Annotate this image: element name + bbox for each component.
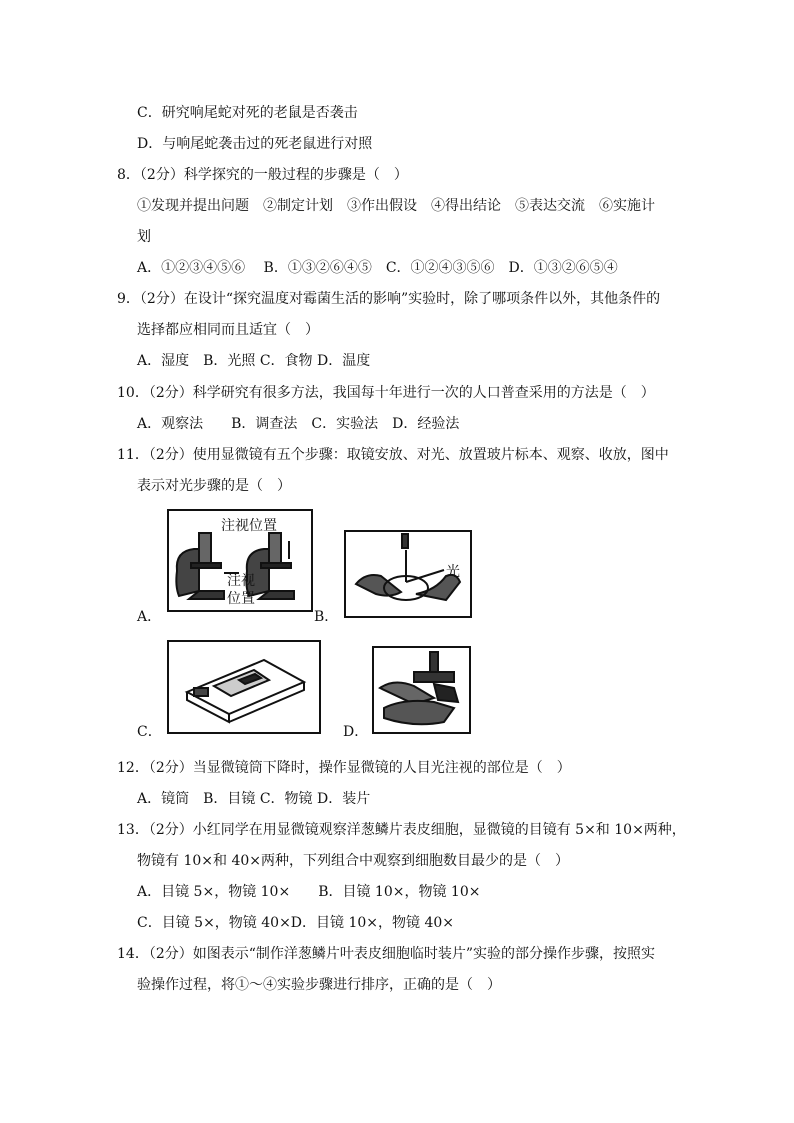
q14-line1: 14．（2分）如图表示“制作洋葱鳞片叶表皮细胞临时装片”实验的部分操作步骤，按照实	[117, 946, 656, 962]
slide-on-stage-illustration	[169, 642, 319, 732]
q11-line2: 表示对光步骤的是（ ）	[137, 478, 291, 494]
figure-b	[344, 530, 472, 618]
q12: 12．（2分）当显微镜筒下降时，操作显微镜的人目光注视的部位是（ ）	[117, 760, 571, 776]
figure-c-label: C．	[137, 724, 162, 740]
l2: D．与响尾蛇袭击过的死老鼠进行对照	[137, 136, 373, 152]
q14-line2: 验操作过程，将①～④实验步骤进行排序，正确的是（ ）	[137, 977, 501, 993]
figure-d	[372, 646, 471, 734]
figure-c	[167, 640, 321, 734]
hand-on-microscope-illustration	[374, 648, 469, 732]
q13-line2: 物镜有 10×和 40×两种，下列组合中观察到细胞数目最少的是（ ）	[137, 853, 569, 869]
q8-steps-1: ①发现并提出问题 ②制定计划 ③作出假设 ④得出结论 ⑤表达交流 ⑥实施计	[137, 198, 655, 214]
figure-d-label: D．	[343, 724, 369, 740]
figure-a	[167, 509, 313, 612]
l1: C．研究响尾蛇对死的老鼠是否袭击	[137, 105, 358, 121]
q9-options: A．湿度 B．光照 C．食物 D．温度	[137, 353, 371, 369]
q13-options-2: C．目镜 5×，物镜 40×D．目镜 10×，物镜 40×	[137, 915, 455, 931]
figure-b-text: 光	[446, 564, 460, 580]
figure-a-text-top: 注视位置	[221, 518, 277, 534]
q13-line1: 13．（2分）小红同学在用显微镜观察洋葱鳞片表皮细胞，显微镜的目镜有 5×和 10×两种，	[117, 822, 686, 838]
q8: 8．（2分）科学探究的一般过程的步骤是（ ）	[117, 167, 408, 183]
q8-options: A．①②③④⑤⑥ B．①③②⑥④⑤ C．①②④③⑤⑥ D．①③②⑥⑤④	[137, 260, 618, 276]
q8-steps-2: 划	[137, 229, 151, 245]
q11-line1: 11．（2分）使用显微镜有五个步骤：取镜安放、对光、放置玻片标本、观察、收放，图中	[117, 447, 669, 463]
q9-line1: 9．（2分）在设计“探究温度对霉菌生活的影响”实验时，除了哪项条件以外，其他条件的	[117, 291, 661, 307]
figure-b-label: B．	[314, 609, 339, 625]
q13-options-1: A．目镜 5×，物镜 10× B．目镜 10×，物镜 10×	[137, 884, 481, 900]
q10-options: A．观察法 B．调查法 C．实验法 D．经验法	[137, 416, 460, 432]
figure-a-text-bottom: 位置	[227, 591, 255, 607]
figure-a-text-mid: 注视	[227, 573, 255, 589]
q12-options: A．镜筒 B．目镜 C．物镜 D．装片	[137, 791, 371, 807]
figure-a-label: A．	[137, 609, 162, 625]
q9-line2: 选择都应相同而且适宜（ ）	[137, 322, 319, 338]
q10: 10．（2分）科学研究有很多方法，我国每十年进行一次的人口普查采用的方法是（ ）	[117, 385, 655, 401]
